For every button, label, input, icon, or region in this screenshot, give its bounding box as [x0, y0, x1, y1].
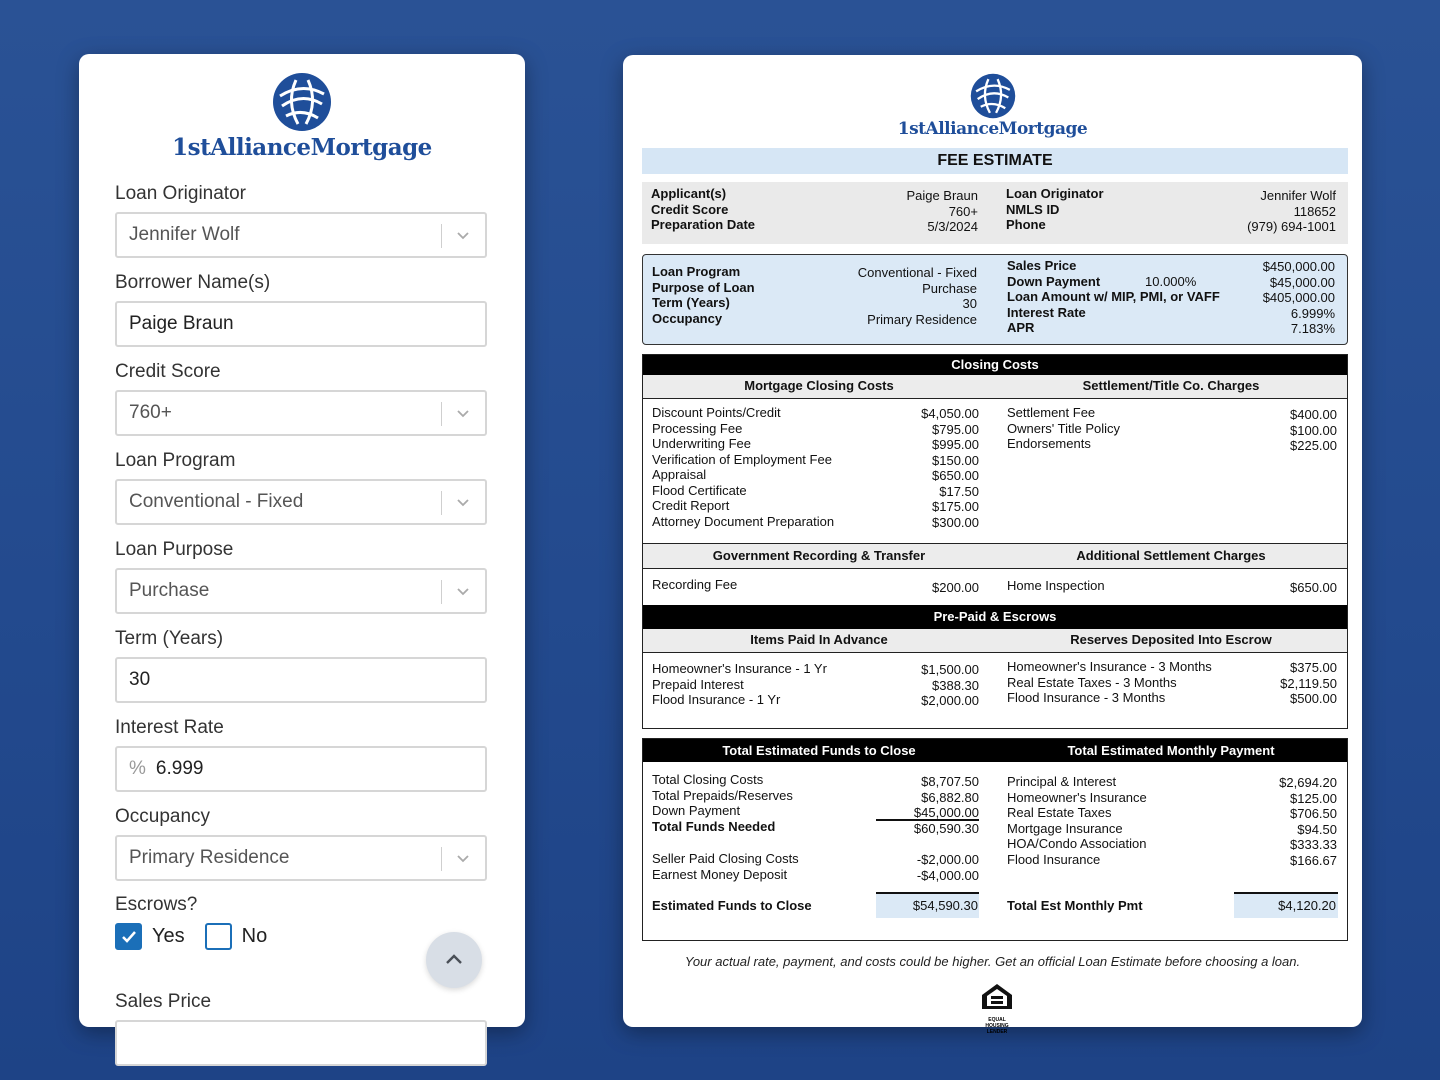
monthly-items-values: [1279, 775, 1337, 868]
advance-items-values: [921, 662, 979, 709]
list-value: $8,707.50: [921, 774, 979, 789]
list-value: $94.50: [1297, 821, 1337, 837]
equal-housing-lender-logo: [978, 980, 1016, 1035]
reserve-items-values: [1280, 660, 1337, 707]
credit-score-value: 760+: [129, 402, 172, 423]
applicant-label: Applicant(s): [651, 186, 727, 201]
phone-value: (979) 694-1001: [1247, 219, 1336, 234]
list-item: Verification of Employment Fee: [652, 451, 832, 467]
term-label: Term (Years): [115, 628, 224, 649]
occupancy-value: Primary Residence: [129, 847, 290, 868]
list-item: Credit Report: [652, 498, 730, 513]
interest-rate-label: Interest Rate: [1007, 304, 1086, 320]
list-value: $400.00: [1290, 407, 1337, 422]
occupancy-label: Occupancy: [652, 310, 723, 326]
interest-rate-value: 6.999%: [1290, 305, 1335, 321]
total-funds-needed-value: $60,590.30: [913, 820, 979, 836]
list-value: $125.00: [1290, 790, 1337, 806]
monthly-total-value: $4,120.20: [1234, 894, 1338, 918]
occupancy-value: Primary Residence: [867, 311, 977, 327]
list-item: Recording Fee: [652, 577, 738, 592]
interest-rate-value: 6.999: [155, 758, 204, 779]
subtotal-rule: [876, 819, 979, 821]
list-value: $2,119.50: [1280, 675, 1337, 691]
borrower-value: Paige Braun: [129, 313, 234, 334]
loan-program-value: Conventional - Fixed: [129, 491, 304, 512]
settlement-charges-title: Settlement/Title Co. Charges: [1082, 378, 1260, 393]
settlement-items-labels: [1007, 405, 1120, 452]
list-item: Underwriting Fee: [652, 436, 751, 451]
prepaid-subheader: [643, 629, 1347, 653]
preparation-date-value: 5/3/2024: [927, 219, 978, 234]
list-value: $6,882.80: [921, 789, 979, 805]
list-value: $150.00: [932, 452, 979, 468]
list-item: Processing Fee: [652, 420, 743, 436]
list-item: Flood Insurance - 3 Months: [1007, 690, 1166, 705]
list-value: $200.00: [932, 580, 979, 595]
list-item: Total Closing Costs: [652, 772, 764, 787]
recording-subheader: [643, 543, 1347, 569]
borrower-input[interactable]: [115, 301, 487, 347]
escrows-no-label[interactable]: No: [241, 925, 268, 947]
closing-costs-subheader: [643, 375, 1347, 399]
list-value: -$4,000.00: [916, 867, 979, 883]
list-value: $300.00: [932, 514, 979, 530]
list-item: Real Estate Taxes - 3 Months: [1007, 674, 1177, 690]
loan-program-field: [115, 450, 487, 525]
list-item: HOA/Condo Association: [1007, 836, 1147, 851]
list-item: Real Estate Taxes: [1007, 805, 1112, 820]
credit-score-value: 760+: [948, 203, 978, 219]
loan-purpose-select[interactable]: [115, 568, 487, 614]
logo-text: 1stAllianceMortgage: [172, 134, 432, 161]
brand-logo: [79, 72, 525, 161]
additional-settlement-title: Additional Settlement Charges: [1076, 548, 1266, 563]
loan-originator-value: Jennifer Wolf: [129, 224, 240, 245]
estimated-funds-to-close-value: $54,590.30: [876, 894, 979, 918]
list-value: $500.00: [1290, 691, 1337, 706]
list-item: Attorney Document Preparation: [652, 513, 835, 529]
term-input[interactable]: [115, 657, 487, 703]
list-item: Endorsements: [1007, 436, 1091, 451]
equal-housing-text: EQUAL HOUSING LENDER: [985, 1017, 1009, 1035]
loan-originator-value: Jennifer Wolf: [1260, 188, 1336, 203]
chevron-down-icon: [455, 850, 471, 866]
items-paid-in-advance-title: Items Paid In Advance: [750, 632, 888, 647]
list-value: -$2,000.00: [916, 852, 979, 867]
list-value: $17.50: [939, 483, 979, 499]
credit-items-values: [917, 852, 979, 883]
list-item: Homeowner's Insurance - 3 Months: [1007, 659, 1212, 674]
checkmark-icon: [120, 928, 138, 946]
loan-originator-label: Loan Originator: [115, 183, 246, 204]
brand-logo: [623, 73, 1362, 139]
funds-items-labels: [652, 772, 793, 834]
list-item: Mortgage Insurance: [1007, 820, 1123, 836]
loan-purpose-field: [115, 539, 487, 614]
loan-amount-label: Loan Amount w/ MIP, PMI, or VAFF: [1007, 289, 1220, 304]
logo-mark-icon: [970, 73, 1016, 119]
borrower-label: Borrower Name(s): [115, 272, 271, 293]
mortgage-items-values: [921, 406, 979, 530]
total-funds-needed-label: Total Funds Needed: [652, 818, 776, 834]
loan-originator-label: Loan Originator: [1006, 186, 1104, 201]
monthly-payment-title: Total Estimated Monthly Payment: [1067, 743, 1275, 758]
sales-price-label: Sales Price: [115, 991, 212, 1012]
list-value: $375.00: [1290, 660, 1337, 675]
down-payment-percent: 10.000%: [1145, 274, 1197, 289]
credit-score-select[interactable]: [115, 390, 487, 436]
escrows-no-checkbox[interactable]: [205, 923, 232, 950]
mortgage-items-labels: [652, 405, 834, 529]
list-item: Flood Certificate: [652, 482, 747, 498]
totals-header: [643, 739, 1347, 762]
list-value: $4,050.00: [921, 406, 979, 421]
chevron-down-icon: [455, 227, 471, 243]
escrows-yes-label[interactable]: Yes: [152, 925, 185, 947]
closing-costs-header: Closing Costs: [643, 355, 1347, 375]
list-item: Earnest Money Deposit: [652, 866, 788, 882]
chevron-down-icon: [455, 583, 471, 599]
estimated-funds-to-close-label: Estimated Funds to Close: [652, 898, 812, 913]
loan-program-value: Conventional - Fixed: [857, 265, 977, 280]
phone-label: Phone: [1006, 217, 1046, 232]
list-item: Seller Paid Closing Costs: [652, 851, 799, 866]
term-value: 30: [129, 669, 151, 690]
loan-program-select[interactable]: [115, 479, 487, 525]
interest-rate-field: [115, 717, 487, 792]
list-item: Appraisal: [652, 467, 707, 482]
closing-costs-section: [642, 354, 1348, 729]
disclaimer-text: Your actual rate, payment, and costs could be higher. Get an official Loan Estimate before choosing a loan.: [684, 954, 1301, 969]
list-value: $650.00: [932, 468, 979, 483]
credit-score-label: Credit Score: [115, 361, 221, 382]
term-field: [115, 628, 487, 703]
list-value: $706.50: [1290, 806, 1337, 821]
mortgage-closing-costs-title: Mortgage Closing Costs: [744, 378, 894, 393]
loan-originator-field: [115, 183, 487, 258]
settlement-items-values: [1290, 407, 1337, 454]
apr-value: 7.183%: [1290, 321, 1335, 336]
reserve-items-labels: [1007, 659, 1212, 706]
escrows-yes-checkbox[interactable]: [115, 923, 142, 950]
loan-form-panel: [79, 54, 525, 1027]
applicant-value: Paige Braun: [906, 188, 978, 203]
sales-price-field: [115, 991, 487, 1066]
list-value: $100.00: [1290, 422, 1337, 438]
interest-rate-label: Interest Rate: [115, 717, 224, 738]
list-item: Settlement Fee: [1007, 405, 1096, 420]
list-value: $995.00: [932, 437, 979, 452]
loan-purpose-label: Purpose of Loan: [652, 279, 755, 295]
scroll-to-top-button[interactable]: [426, 932, 482, 988]
loan-originator-select[interactable]: [115, 212, 487, 258]
logo-text: 1stAllianceMortgage: [897, 119, 1088, 139]
credit-score-label: Credit Score: [651, 201, 729, 217]
list-value: $2,000.00: [921, 693, 979, 708]
funds-to-close-title: Total Estimated Funds to Close: [722, 743, 916, 758]
list-item: Principal & Interest: [1007, 774, 1117, 789]
list-value: $225.00: [1290, 438, 1337, 453]
loan-program-label: Loan Program: [115, 450, 236, 471]
sales-price-label: Sales Price: [1007, 258, 1077, 273]
equal-housing-icon: [978, 980, 1016, 1018]
list-value: $175.00: [932, 499, 979, 514]
reserves-deposited-title: Reserves Deposited Into Escrow: [1070, 632, 1272, 647]
prepaid-escrows-header: Pre-Paid & Escrows: [643, 605, 1347, 629]
interest-rate-input[interactable]: [115, 746, 487, 792]
sales-price-value: $450,000.00: [1262, 259, 1335, 274]
loan-program-label: Loan Program: [652, 264, 741, 279]
chevron-down-icon: [455, 494, 471, 510]
list-value: $795.00: [932, 421, 979, 437]
apr-label: APR: [1007, 320, 1035, 335]
nmls-value: 118652: [1293, 203, 1336, 219]
list-value: $333.33: [1290, 837, 1337, 852]
list-item: Total Prepaids/Reserves: [652, 787, 793, 803]
occupancy-select[interactable]: [115, 835, 487, 881]
percent-icon: %: [129, 758, 146, 779]
list-value: $2,694.20: [1279, 775, 1337, 790]
list-item: Owners' Title Policy: [1007, 420, 1121, 436]
logo-mark-icon: [272, 72, 332, 132]
down-payment-value: $45,000.00: [1269, 274, 1335, 290]
list-value: $650.00: [1290, 580, 1337, 595]
applicant-section: [642, 182, 1348, 244]
term-value: 30: [962, 296, 977, 311]
monthly-total-label: Total Est Monthly Pmt: [1007, 898, 1143, 913]
list-item: Discount Points/Credit: [652, 405, 781, 420]
list-item: Prepaid Interest: [652, 676, 744, 692]
borrower-field: [115, 272, 487, 347]
monthly-items-labels: [1007, 774, 1147, 867]
list-value: $166.67: [1290, 852, 1337, 868]
preparation-date-label: Preparation Date: [651, 217, 756, 232]
list-item: Homeowner's Insurance - 1 Yr: [652, 661, 827, 676]
fee-estimate-panel: [623, 55, 1362, 1035]
occupancy-label: Occupancy: [115, 806, 211, 827]
credit-score-field: [115, 361, 487, 436]
term-label: Term (Years): [652, 295, 730, 310]
loan-details-section: [642, 254, 1348, 345]
advance-items-labels: [652, 661, 827, 708]
loan-purpose-label: Loan Purpose: [115, 539, 234, 560]
funds-items-values: [914, 774, 979, 836]
list-item: Down Payment: [652, 803, 741, 818]
list-item: Home Inspection: [1007, 578, 1105, 593]
loan-amount-value: $405,000.00: [1262, 290, 1335, 305]
loan-purpose-value: Purchase: [922, 280, 977, 296]
chevron-down-icon: [455, 405, 471, 421]
sales-price-input[interactable]: [115, 1020, 487, 1066]
credit-items-labels: [652, 851, 799, 882]
escrows-label: Escrows?: [115, 894, 198, 915]
list-value: $388.30: [932, 677, 979, 693]
totals-section: [642, 738, 1348, 941]
government-recording-title: Government Recording & Transfer: [712, 548, 926, 563]
loan-purpose-value: Purchase: [129, 580, 210, 601]
list-item: Flood Insurance: [1007, 851, 1101, 867]
list-item: Flood Insurance - 1 Yr: [652, 692, 781, 707]
chevron-up-icon: [443, 949, 465, 971]
list-value: $45,000.00: [913, 805, 979, 820]
down-payment-label: Down Payment: [1007, 273, 1101, 289]
occupancy-field: [115, 806, 487, 881]
report-title: FEE ESTIMATE: [642, 148, 1348, 174]
nmls-label: NMLS ID: [1006, 201, 1060, 217]
list-item: Homeowner's Insurance: [1007, 789, 1147, 805]
list-value: $1,500.00: [921, 662, 979, 677]
